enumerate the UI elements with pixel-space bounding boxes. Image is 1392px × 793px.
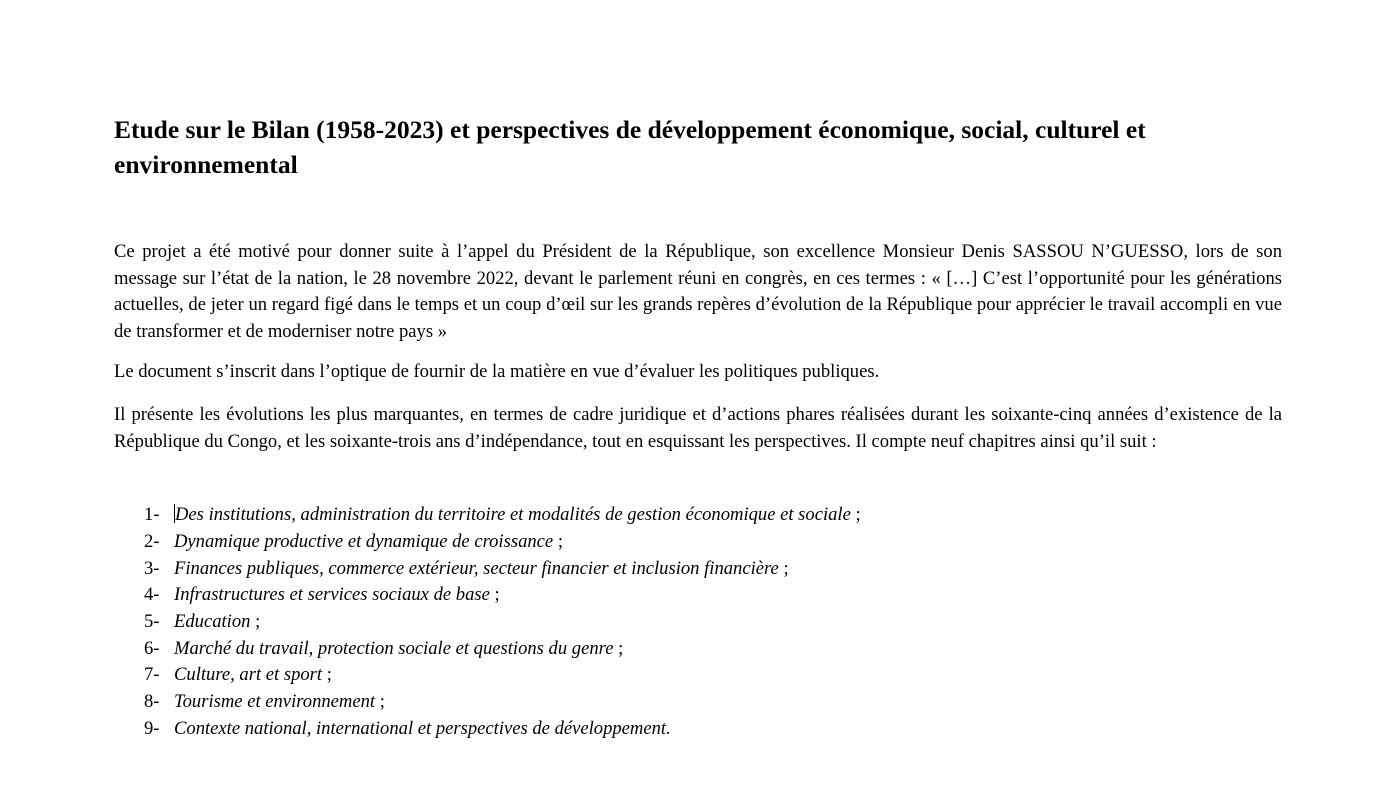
purpose-paragraph[interactable]: Le document s’inscrit dans l’optique de fournir de la matière en vue d’évaluer les politiques publiques.: [114, 361, 880, 383]
chapter-suffix: ;: [613, 637, 624, 659]
chapter-number: 5-: [144, 610, 160, 632]
chapter-number: 9-: [144, 717, 160, 739]
chapter-title: Finances publiques, commerce extérieur, secteur financier et inclusion financière: [174, 557, 779, 579]
overview-paragraph[interactable]: Il présente les évolutions les plus marquantes, en termes de cadre juridique et d’actions phares réalisées durant les soixante-cinq années d’existence de la République du Congo, et les soixante-trois ans d’indépendance, tout en esquissant les perspectives. Il compte neuf chapitres ainsi qu’il suit :: [114, 403, 1282, 452]
chapter-item[interactable]: [114, 582, 1282, 609]
chapter-title: Marché du travail, protection sociale et questions du genre: [174, 637, 614, 659]
chapter-title: Dynamique productive et dynamique de croissance: [174, 530, 554, 552]
chapter-number: 8-: [144, 691, 160, 713]
intro-paragraph[interactable]: Ce projet a été motivé pour donner suite à l’appel du Président de la République, son excellence Monsieur Denis SASSOU N’GUESSO, lors de son message sur l’état de la nation, le 28 novembre 2022, devant le parlement réuni en congrès, en ces termes : « […] C’est l’opportunité pour les générations actuelles, de jeter un regard figé dans le temps et un coup d’œil sur les grands repères d’évolution de la République pour apprécier le travail accompli en vue de transformer et de moderniser notre pays »: [114, 241, 1282, 342]
chapter-title: Infrastructures et services sociaux de base: [174, 584, 490, 606]
document-title[interactable]: Etude sur le Bilan (1958-2023) et perspectives de développement économique, social, culturel et environnemental: [114, 115, 1146, 179]
chapter-item[interactable]: [114, 689, 1282, 716]
chapter-title: Education: [174, 610, 251, 632]
chapter-suffix: ;: [375, 691, 385, 713]
chapter-list: [114, 502, 1282, 742]
chapter-item[interactable]: [114, 716, 1282, 743]
chapter-title: Des institutions, administration du territoire et modalités de gestion économique et sociale: [175, 504, 851, 526]
chapter-number: 4-: [144, 584, 160, 606]
chapter-number: 7-: [144, 664, 160, 686]
chapter-item[interactable]: [114, 502, 1282, 529]
chapter-suffix: ;: [250, 610, 261, 632]
chapter-title: Contexte national, international et perspectives de développement.: [174, 717, 671, 739]
chapter-number: 6-: [144, 637, 160, 659]
chapter-suffix: ;: [778, 557, 789, 579]
chapter-title: Culture, art et sport: [174, 664, 323, 686]
chapter-title: Tourisme et environnement: [174, 691, 376, 713]
chapter-number: 1-: [144, 504, 160, 526]
chapter-item[interactable]: [114, 609, 1282, 636]
chapter-number: 2-: [144, 530, 160, 552]
chapter-suffix: ;: [322, 664, 332, 686]
document-page[interactable]: [114, 112, 1282, 742]
chapter-item[interactable]: [114, 636, 1282, 663]
chapter-item[interactable]: [114, 662, 1282, 689]
chapter-suffix: ;: [850, 504, 861, 526]
chapter-number: 3-: [144, 557, 160, 579]
chapter-item[interactable]: [114, 556, 1282, 583]
chapter-suffix: ;: [489, 584, 500, 606]
chapter-item[interactable]: [114, 529, 1282, 556]
chapter-suffix: ;: [553, 530, 563, 552]
